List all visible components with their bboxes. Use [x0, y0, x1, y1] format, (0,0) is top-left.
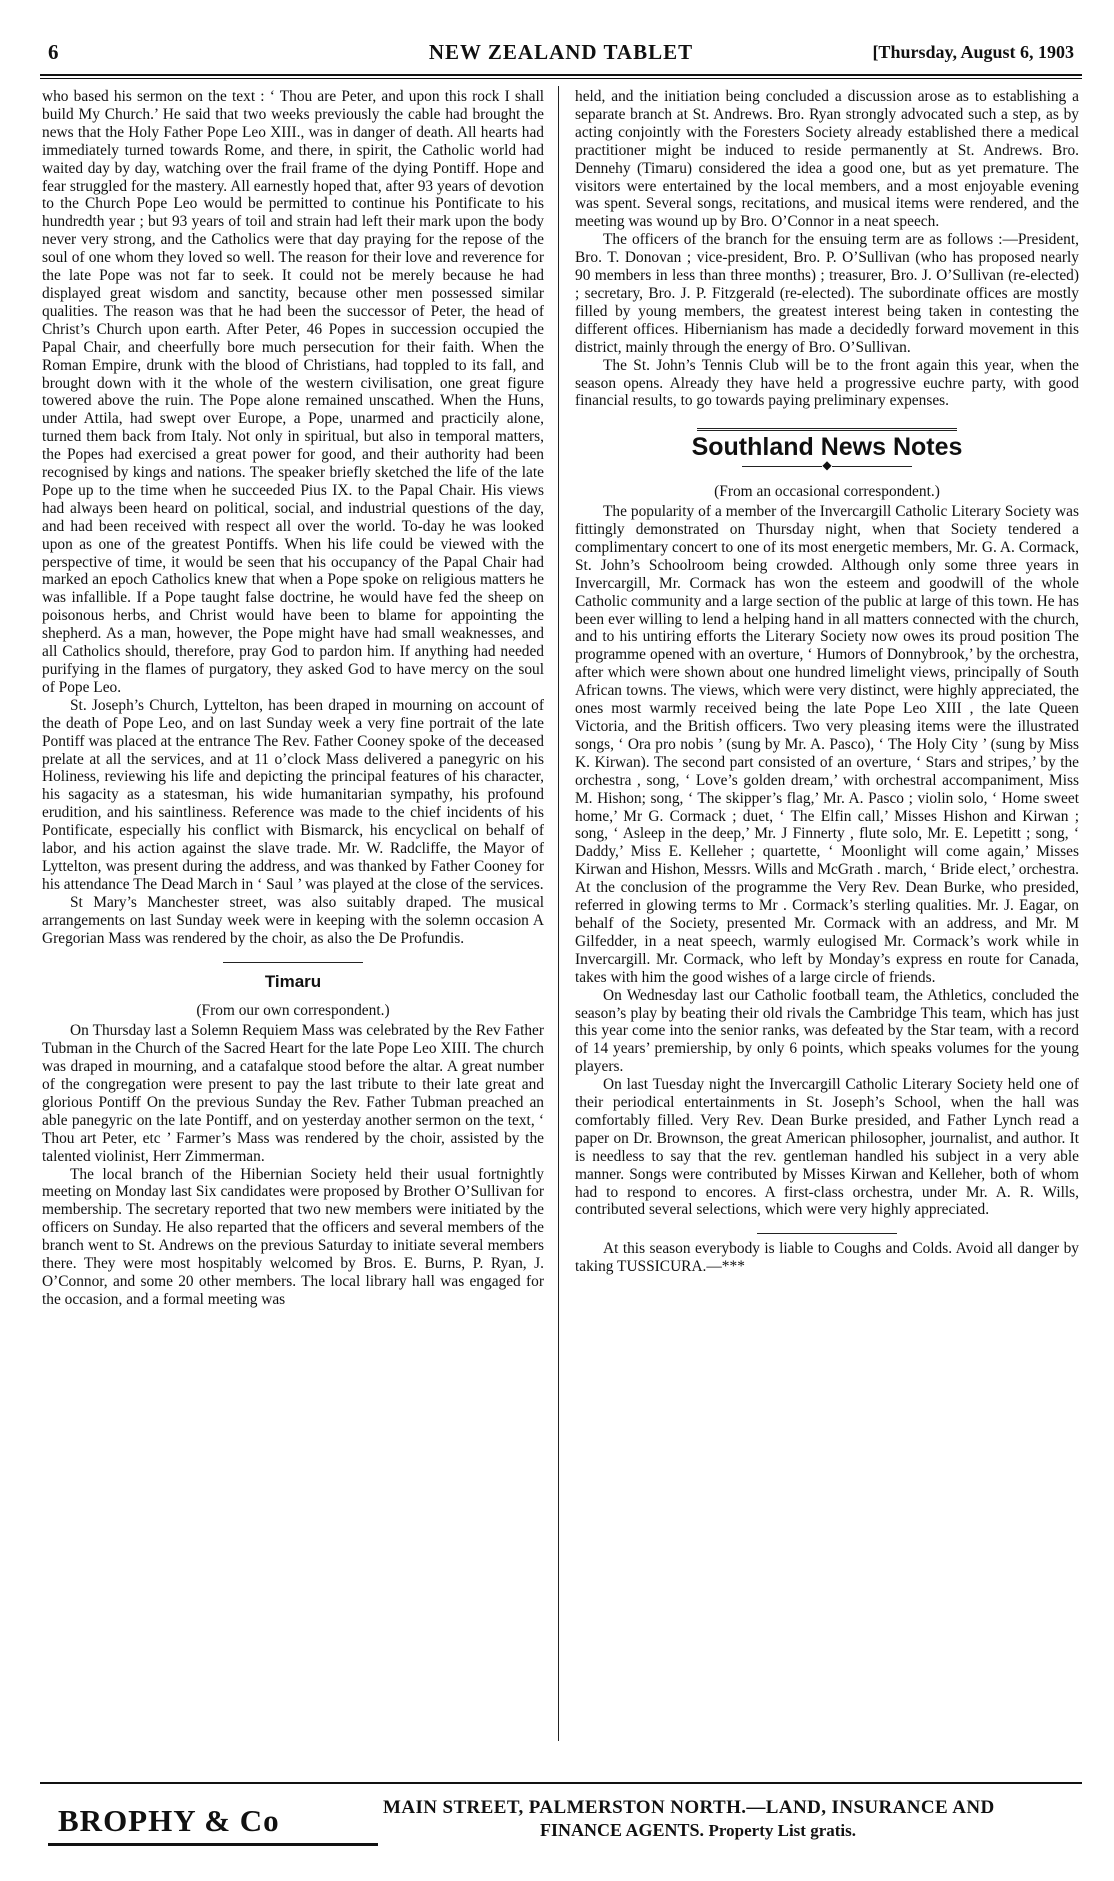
article-paragraph: On Thursday last a Solemn Requiem Mass was celebrated by the Rev Father Tubman in the Church of the Sacred Heart for the late Pope Leo XIII. The church was draped in mourning, and a catafalque stood before the altar. A great number of the congregation were present to pay the last tribute to their late great and glorious Pontiff On the previous Sunday the Rev. Father Tubman preached an able panegyric on the late Pontiff, and on yesterday another sermon on the text, ‘ Thou art Peter, etc ’ Farmer’s Mass was rendered by the choir, assisted by the talented violinist, Herr Zimmerman.: [42, 1022, 544, 1165]
article-paragraph: held, and the initiation being concluded a discussion arose as to establishing a separate branch at St. Andrews. Bro. Ryan strongly advocated such a step, as by acting conjointly with the Foresters Society already established there a medical practitioner might be induced to reside permanently at St. Andrews. Bro. Dennehy (Timaru) considered the idea a good one, but as yet premature. The visitors were entertained by the local members, and a most enjoyable evening was spent. Several songs, recitations, and musical items were rendered, and the meeting was wound up by Bro. O’Connor in a neat speech.: [575, 88, 1079, 231]
article-paragraph: St. Joseph’s Church, Lyttelton, has been draped in mourning on account of the death of Pope Leo, and on last Sunday week a very fine portrait of the late Pontiff was placed at the entrance The Rev. Father Cooney spoke of the deceased prelate at all the services, and at 11 o’clock Mass delivered a panegyric on his Holiness, reviewing his life and depicting the principal features of his character, his sagacity as a statesman, his wide humanitarian sympathy, his profound erudition, and his saintliness. Reference was made to the chief incidents of his Pontificate, especially his conflict with Bismarck, his encyclical on behalf of labor, and his action against the slave trade. Mr. W. Radcliffe, the Mayor of Lyttelton, was present during the address, and was thanked by Father Cooney for his attendance The Dead March in ‘ Saul ’ was played at the close of the services.: [42, 696, 544, 893]
article-paragraph: The officers of the branch for the ensuing term are as follows :—President, Bro. T. Donovan ; vice-president, Bro. P. O’Sullivan (who has proposed nearly 90 members in less than three months) ; treasurer, Bro. J. O’Sullivan (re-elected) ; secretary, Bro. J. P. Fitzgerald (re-elected). The subordinate offices are mostly filled by young members, the greatest interest being taken in contesting the different offices. Hibernianism has made a decidedly forward movement in this district, mainly through the energy of Bro. O’Sullivan.: [575, 231, 1079, 356]
masthead-title: NEW ZEALAND TABLET: [428, 40, 694, 64]
correspondent-line: (From an occasional correspondent.): [714, 483, 940, 501]
section-rule: [697, 428, 957, 431]
footer-rule: [40, 1782, 1082, 1784]
section-heading-timaru: Timaru: [264, 971, 322, 991]
article-paragraph: The St. John’s Tennis Club will be to the front again this year, when the season opens. Already they have held a progressive euchre party, with good financial results, to go towards paying preliminary expenses.: [575, 356, 1079, 410]
article-paragraph: The local branch of the Hibernian Society held their usual fortnightly meeting on Monday last Six candidates were proposed by Brother O’Sullivan for membership. The secretary reported that two new members were initiated by the officers on Sunday. He also reparted that the officers and several members of the branch went to St. Andrews on the previous Saturday to initiate several members there. They were most hospitably welcomed by Bros. E. Burns, P. Ryan, J. O’Connor, and some 20 other members. The local library hall was engaged for the occasion, and a formal meeting was: [42, 1165, 544, 1308]
advert-services: [540, 1820, 856, 1841]
advert-services-label: FINANCE AGENTS.: [540, 1820, 705, 1840]
issue-date: [Thursday, August 6, 1903: [872, 42, 1074, 62]
left-column: [42, 88, 544, 1309]
page-number: 6: [48, 40, 59, 64]
advert-notice: At this season everybody is liable to Coughs and Colds. Avoid all danger by taking TUSSICURA.—***: [575, 1240, 1079, 1276]
right-column: [575, 88, 1079, 1276]
article-paragraph: On last Tuesday night the Invercargill Catholic Literary Society held one of their periodical entertainments in St. Joseph’s School, when the hall was comfortably filled. Very Rev. Dean Burke presided, and Father Lynch read a paper on Dr. Brownson, the great American philosopher, journalist, and author. It is needless to say that the rev. gentleman handled his subject in a very able manner. Songs were contributed by Misses Kirwan and Kelleher, both of whom had to respond to encores. A first-class orchestra, under Mr. A. R. Wills, contributed several selections, which were very highly appreciated.: [575, 1076, 1079, 1219]
advert-property-list: Property List gratis.: [708, 1821, 856, 1840]
article-paragraph: The popularity of a member of the Invercargill Catholic Literary Society was fittingly demonstrated on Thursday night, when that Society tendered a complimentary concert to one of its most energetic members, Mr. G. A. Cormack, St. John’s Schoolroom being crowded. Although only some three years in Invercargill, Mr. Cormack has won the esteem and goodwill of the whole Catholic community and a large section of the public at large of this town. He has been ever willing to lend a helping hand in all matters connected with the church, and to his untiring efforts the Literary Society now owes its proud position The programme opened with an overture, ‘ Humors of Donnybrook,’ by the orchestra, after which were shown about one hundred limelight views, principally of South African towns. The views, which were very distinct, were highly appreciated, the ones most warmly received being the late Pope Leo XIII , the late Queen Victoria, and the British officers. Two very pleasing items were the illustrated songs, ‘ Ora pro nobis ’ (sung by Mr. A. Pasco), ‘ The Holy City ’ (sung by Miss K. Kirwan). The second part consisted of an overture, ‘ Stars and stripes,’ by the orchestra , song, ‘ Love’s golden dream,’ with orchestral accompaniment, Miss M. Hishon; song, ‘ The skipper’s flag,’ Mr. A. Pasco ; violin solo, ‘ Home sweet home,’ Mr G. Cormack ; duet, ‘ The Elfin call,’ Misses Hishon and Kirwan ; song, ‘ Asleep in the deep,’ Mr. J Finnerty , flute solo, Mr. E. Lepetitt ; song, ‘ Daddy,’ Miss E. Kelleher ; quartette, ‘ Moonlight will come again,’ Misses Kirwan and Hishon, Messrs. Wills and McGrath . march, ‘ Bride elect,’ orchestra. At the conclusion of the programme the Very Rev. Dean Burke, who presided, referred in glowing terms to Mr . Cormack’s sterling qualities. Mr. J. Eagar, on behalf of the Society, presented Mr. Cormack with an address, and Mr. M Gilfedder, in a neat speech, warmly eulogised Mr. Cormack’s work while in Invercargill. Mr. Cormack, who left by Monday’s express en route for Canada, takes with him the good wishes of a large circle of friends.: [575, 503, 1079, 986]
section-rule: [223, 962, 363, 963]
advert-address: MAIN STREET, PALMERSTON NORTH.—LAND, INSURANCE AND: [383, 1797, 995, 1818]
header-rule: [40, 74, 1082, 76]
page-header: [40, 40, 1082, 74]
advertisement-banner: [40, 1795, 1082, 1855]
ornament-divider: ◆: [575, 459, 1079, 471]
brand-underline: [48, 1843, 378, 1846]
header-rule-thin: [40, 78, 1082, 79]
article-paragraph: who based his sermon on the text : ‘ Thou are Peter, and upon this rock I shall build My Church.’ He said that two weeks previously the cable had brought the news that the Holy Father Pope Leo XIII., was in danger of death. All hearts had immediately turned towards Rome, and there, in spirit, the Catholic world had waited day by day, watching over the frail frame of the dying Pontiff. Hope and fear struggled for the mastery. All earnestly hoped that, after 93 years of devotion to the Church Pope Leo would be permitted to continue his Pontificate to his hundredth year ; but 93 years of toil and strain had left their mark upon the body never very strong, and the Catholics were that day praying for the repose of the soul of one whom they loved so well. The reason for their love and reverence for the late Pope was not far to seek. It could not be merely because he had displayed great wisdom and sanctity, because other men possessed similar qualities. The reason was that he had been the successor of Peter, the head of Christ’s Church upon earth. After Peter, 46 Popes in succession occupied the Papal Chair, and cheerfully bore much persecution for their faith. When the Roman Empire, drunk with the blood of Christians, had toppled to its fall, and brought down with it the whole of the western civilisation, one great figure towered above the ruin. The Pope alone remained unscathed. When the Huns, under Attila, had swept over Europe, a Pope, unarmed and practicily alone, turned them back from Italy. Not only in spiritual, but also in temporal matters, the Popes had exercised a great power for good, and their authority had been recognised by kings and nations. The speaker briefly sketched the life of the late Pope up to the time when he succeeded Pius IX. to the Papal Chair. His views had always been heard on political, social, and industrial questions of the day, and had been received with respect all over the world. To-day he was looked upon as one of the greatest Pontiffs. When his life could be viewed with the perspective of time, it would be seen that his occupancy of the Papal Chair had marked an epoch Catholics knew that when a Pope spoke on religious matters he was infallible. If a Pope taught false doctrine, he would have fed the sheep on poisonous herbs, and Christ would have been to blame for appointing the shepherd. As a man, however, the Pope might have had small weaknesses, and all Catholics should, therefore, pray God to pardon him. If anything had needed purifying in the flames of purgatory, they asked God to have mercy on the soul of Pope Leo.: [42, 88, 544, 696]
section-heading-southland: Southland News Notes: [691, 433, 963, 462]
article-paragraph: St Mary’s Manchester street, was also suitably draped. The musical arrangements on last Sunday week were in keeping with the solemn occasion A Gregorian Mass was rendered by the choir, as also the De Profundis.: [42, 893, 544, 947]
section-rule: [757, 1233, 897, 1234]
article-paragraph: On Wednesday last our Catholic football team, the Athletics, concluded the season’s play by beating their old rivals the Cambridge This team, which has just this year come into the senior ranks, was defeated by the Star team, with a record of 14 years’ premiership, by only 6 points, which speaks volumes for the young players.: [575, 986, 1079, 1076]
correspondent-line: (From our own correspondent.): [196, 1002, 390, 1020]
advert-brand: BROPHY & Co: [58, 1803, 280, 1838]
column-divider: [558, 86, 559, 1741]
